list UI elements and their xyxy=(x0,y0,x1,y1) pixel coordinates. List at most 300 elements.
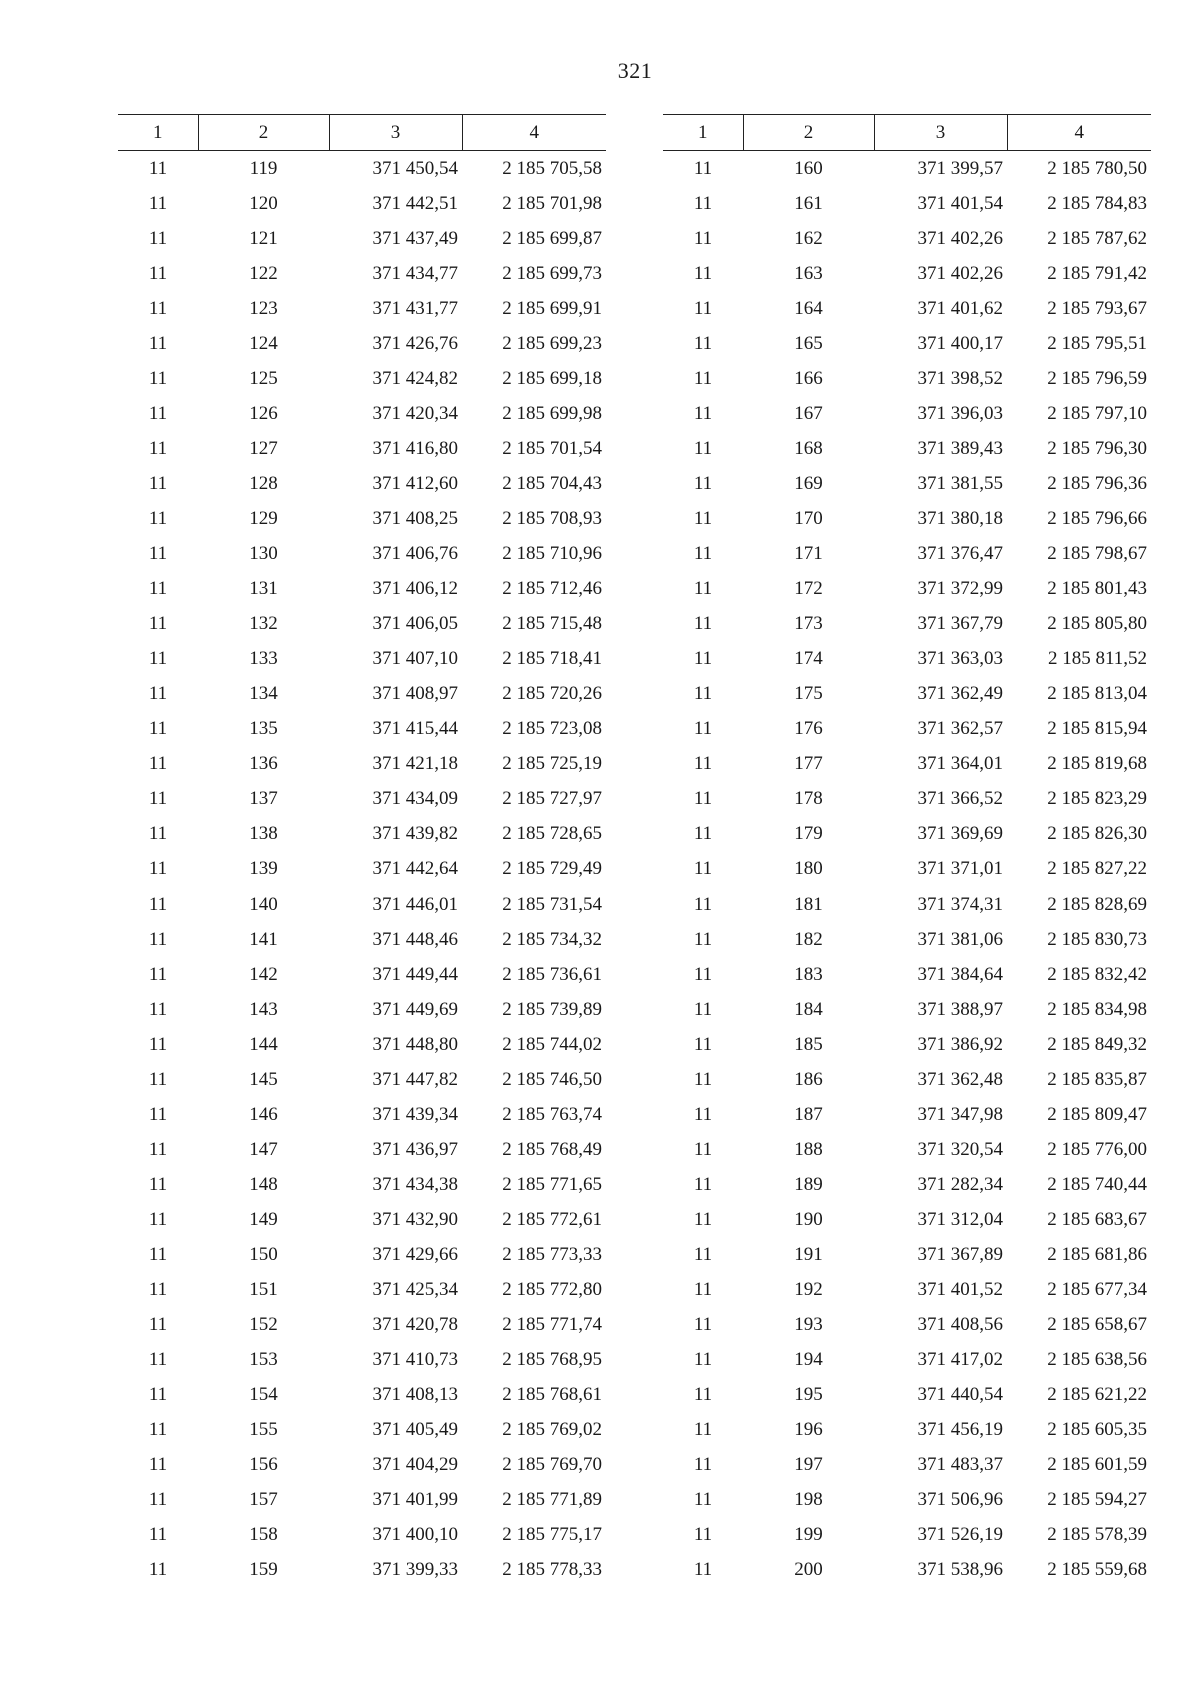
table-cell: 156 xyxy=(249,1454,278,1476)
table-cell: 196 xyxy=(794,1419,823,1441)
table-row xyxy=(118,1097,606,1132)
column-header: 4 xyxy=(1007,115,1151,151)
table-cell: 11 xyxy=(148,578,168,600)
table-row xyxy=(663,1413,1151,1448)
table-cell: 2 185 699,23 xyxy=(502,332,602,354)
table-cell: 11 xyxy=(148,858,168,880)
table-cell: 11 xyxy=(693,1384,713,1406)
table-cell: 2 185 677,34 xyxy=(1047,1279,1147,1301)
table-cell: 152 xyxy=(249,1314,278,1336)
table-cell: 11 xyxy=(148,402,168,424)
table-cell: 124 xyxy=(249,332,278,354)
table-cell: 11 xyxy=(148,613,168,635)
table-row xyxy=(118,1132,606,1167)
table-cell: 159 xyxy=(249,1559,278,1581)
table-row xyxy=(663,1518,1151,1553)
table-row xyxy=(663,537,1151,572)
table-row xyxy=(663,852,1151,887)
table-cell: 2 185 784,83 xyxy=(1047,192,1147,214)
table-row xyxy=(663,1483,1151,1518)
table-cell: 2 185 832,42 xyxy=(1047,963,1147,985)
table-row xyxy=(663,1378,1151,1413)
table-cell: 11 xyxy=(693,157,713,179)
table-cell: 193 xyxy=(794,1314,823,1336)
table-cell: 154 xyxy=(249,1384,278,1406)
table-cell: 11 xyxy=(148,753,168,775)
table-cell: 2 185 701,98 xyxy=(502,192,602,214)
table-cell: 11 xyxy=(693,437,713,459)
table-row xyxy=(663,1132,1151,1167)
table-row xyxy=(118,186,606,221)
table-cell: 11 xyxy=(148,437,168,459)
table-cell: 173 xyxy=(794,613,823,635)
table-cell: 2 185 731,54 xyxy=(502,893,602,915)
column-header: 3 xyxy=(329,115,462,151)
table-cell: 11 xyxy=(693,718,713,740)
table-cell: 122 xyxy=(249,262,278,284)
table-cell: 143 xyxy=(249,998,278,1020)
table-cell: 371 439,82 xyxy=(372,823,458,845)
table-cell: 174 xyxy=(794,648,823,670)
table-cell: 371 456,19 xyxy=(917,1419,1003,1441)
table-row xyxy=(663,1448,1151,1483)
table-cell: 2 185 681,86 xyxy=(1047,1243,1147,1265)
table-row xyxy=(118,537,606,572)
table-cell: 11 xyxy=(693,613,713,635)
table-cell: 371 408,56 xyxy=(917,1314,1003,1336)
table-cell: 11 xyxy=(148,963,168,985)
table-cell: 371 396,03 xyxy=(917,402,1003,424)
table-row xyxy=(663,256,1151,291)
table-cell: 2 185 819,68 xyxy=(1047,753,1147,775)
table-cell: 129 xyxy=(249,507,278,529)
table-cell: 11 xyxy=(693,1138,713,1160)
table-cell: 2 185 725,19 xyxy=(502,753,602,775)
table-cell: 371 431,77 xyxy=(372,297,458,319)
table-cell: 11 xyxy=(148,507,168,529)
table-cell: 2 185 771,65 xyxy=(502,1173,602,1195)
table-cell: 371 408,13 xyxy=(372,1384,458,1406)
table-cell: 2 185 658,67 xyxy=(1047,1314,1147,1336)
table-cell: 11 xyxy=(148,648,168,670)
table-cell: 2 185 815,94 xyxy=(1047,718,1147,740)
table-cell: 371 408,97 xyxy=(372,683,458,705)
table-cell: 11 xyxy=(693,332,713,354)
table-cell: 2 185 801,43 xyxy=(1047,578,1147,600)
table-cell: 199 xyxy=(794,1524,823,1546)
table-header-row xyxy=(118,115,606,151)
column-header: 1 xyxy=(118,115,198,151)
table-cell: 131 xyxy=(249,578,278,600)
table-cell: 2 185 780,50 xyxy=(1047,157,1147,179)
table-cell: 11 xyxy=(148,1314,168,1336)
table-row xyxy=(663,501,1151,536)
table-cell: 2 185 734,32 xyxy=(502,928,602,950)
table-cell: 371 380,18 xyxy=(917,507,1003,529)
table-cell: 140 xyxy=(249,893,278,915)
table-cell: 153 xyxy=(249,1349,278,1371)
table-cell: 371 399,57 xyxy=(917,157,1003,179)
table-cell: 2 185 773,33 xyxy=(502,1243,602,1265)
table-cell: 371 364,01 xyxy=(917,753,1003,775)
table-cell: 163 xyxy=(794,262,823,284)
table-cell: 371 448,80 xyxy=(372,1033,458,1055)
table-row xyxy=(118,1167,606,1202)
table-row xyxy=(663,642,1151,677)
table-row xyxy=(663,922,1151,957)
table-cell: 371 439,34 xyxy=(372,1103,458,1125)
table-row xyxy=(118,1027,606,1062)
table-row xyxy=(118,747,606,782)
table-cell: 11 xyxy=(148,1138,168,1160)
table-cell: 11 xyxy=(693,227,713,249)
table-cell: 176 xyxy=(794,718,823,740)
table-row xyxy=(663,782,1151,817)
table-cell: 2 185 798,67 xyxy=(1047,543,1147,565)
table-cell: 2 185 621,22 xyxy=(1047,1384,1147,1406)
table-cell: 11 xyxy=(148,1173,168,1195)
table-row xyxy=(663,291,1151,326)
table-cell: 11 xyxy=(693,1243,713,1265)
table-cell: 371 384,64 xyxy=(917,963,1003,985)
table-cell: 128 xyxy=(249,472,278,494)
table-row xyxy=(118,151,606,187)
table-cell: 11 xyxy=(148,262,168,284)
table-cell: 371 398,52 xyxy=(917,367,1003,389)
table-row xyxy=(663,1237,1151,1272)
table-cell: 11 xyxy=(693,893,713,915)
table-row xyxy=(663,887,1151,922)
table-cell: 2 185 826,30 xyxy=(1047,823,1147,845)
table-cell: 188 xyxy=(794,1138,823,1160)
table-cell: 371 376,47 xyxy=(917,543,1003,565)
table-cell: 11 xyxy=(148,192,168,214)
table-cell: 195 xyxy=(794,1384,823,1406)
table-cell: 371 407,10 xyxy=(372,648,458,670)
table-cell: 371 402,26 xyxy=(917,262,1003,284)
table-cell: 11 xyxy=(693,963,713,985)
table-cell: 11 xyxy=(148,472,168,494)
table-cell: 371 425,34 xyxy=(372,1279,458,1301)
table-row xyxy=(118,1308,606,1343)
table-cell: 2 185 701,54 xyxy=(502,437,602,459)
table-cell: 2 185 768,61 xyxy=(502,1384,602,1406)
table-cell: 123 xyxy=(249,297,278,319)
table-cell: 2 185 699,73 xyxy=(502,262,602,284)
table-cell: 2 185 720,26 xyxy=(502,683,602,705)
table-cell: 2 185 739,89 xyxy=(502,998,602,1020)
table-cell: 120 xyxy=(249,192,278,214)
table-cell: 151 xyxy=(249,1279,278,1301)
table-cell: 11 xyxy=(148,1103,168,1125)
table-cell: 2 185 683,67 xyxy=(1047,1208,1147,1230)
table-cell: 371 424,82 xyxy=(372,367,458,389)
table-cell: 2 185 704,43 xyxy=(502,472,602,494)
table-body xyxy=(663,151,1151,1588)
table-cell: 142 xyxy=(249,963,278,985)
table-cell: 371 367,79 xyxy=(917,613,1003,635)
table-cell: 371 442,64 xyxy=(372,858,458,880)
table-cell: 371 388,97 xyxy=(917,998,1003,1020)
table-cell: 11 xyxy=(693,543,713,565)
table-cell: 11 xyxy=(693,297,713,319)
table-cell: 198 xyxy=(794,1489,823,1511)
table-cell: 2 185 813,04 xyxy=(1047,683,1147,705)
table-cell: 371 381,55 xyxy=(917,472,1003,494)
table-row xyxy=(118,607,606,642)
table-cell: 11 xyxy=(693,858,713,880)
table-cell: 371 366,52 xyxy=(917,788,1003,810)
table-cell: 11 xyxy=(693,1208,713,1230)
table-row xyxy=(663,712,1151,747)
table-cell: 2 185 729,49 xyxy=(502,858,602,880)
table-cell: 11 xyxy=(148,1243,168,1265)
table-cell: 145 xyxy=(249,1068,278,1090)
table-cell: 11 xyxy=(693,998,713,1020)
table-cell: 11 xyxy=(693,1489,713,1511)
table-cell: 2 185 769,02 xyxy=(502,1419,602,1441)
table-cell: 371 401,62 xyxy=(917,297,1003,319)
table-row xyxy=(663,957,1151,992)
table-cell: 155 xyxy=(249,1419,278,1441)
table-row xyxy=(118,431,606,466)
table-cell: 2 185 805,80 xyxy=(1047,613,1147,635)
table-cell: 200 xyxy=(794,1559,823,1581)
table-cell: 175 xyxy=(794,683,823,705)
table-cell: 197 xyxy=(794,1454,823,1476)
table-cell: 2 185 828,69 xyxy=(1047,893,1147,915)
table-cell: 141 xyxy=(249,928,278,950)
table-cell: 2 185 727,97 xyxy=(502,788,602,810)
table-cell: 371 402,26 xyxy=(917,227,1003,249)
table-cell: 2 185 601,59 xyxy=(1047,1454,1147,1476)
table-cell: 166 xyxy=(794,367,823,389)
table-cell: 135 xyxy=(249,718,278,740)
table-cell: 11 xyxy=(693,1103,713,1125)
table-row xyxy=(118,291,606,326)
table-cell: 11 xyxy=(693,788,713,810)
table-cell: 11 xyxy=(693,578,713,600)
table-cell: 11 xyxy=(693,1279,713,1301)
table-row xyxy=(118,466,606,501)
table-cell: 2 185 849,32 xyxy=(1047,1033,1147,1055)
table-cell: 177 xyxy=(794,753,823,775)
table-cell: 158 xyxy=(249,1524,278,1546)
table-cell: 11 xyxy=(693,823,713,845)
table-cell: 371 434,38 xyxy=(372,1173,458,1195)
table-cell: 371 421,18 xyxy=(372,753,458,775)
table-cell: 2 185 736,61 xyxy=(502,963,602,985)
table-cell: 2 185 827,22 xyxy=(1047,858,1147,880)
table-cell: 2 185 605,35 xyxy=(1047,1419,1147,1441)
table-cell: 371 406,12 xyxy=(372,578,458,600)
table-row xyxy=(663,186,1151,221)
table-cell: 371 449,44 xyxy=(372,963,458,985)
table-cell: 187 xyxy=(794,1103,823,1125)
table-cell: 2 185 768,95 xyxy=(502,1349,602,1371)
table-cell: 371 420,34 xyxy=(372,402,458,424)
table-cell: 371 372,99 xyxy=(917,578,1003,600)
table-body xyxy=(118,151,606,1588)
column-header: 2 xyxy=(198,115,329,151)
table-cell: 182 xyxy=(794,928,823,950)
table-cell: 2 185 775,17 xyxy=(502,1524,602,1546)
table-cell: 371 420,78 xyxy=(372,1314,458,1336)
table-cell: 11 xyxy=(693,648,713,670)
table-cell: 371 404,29 xyxy=(372,1454,458,1476)
table-cell: 11 xyxy=(693,1173,713,1195)
table-row xyxy=(118,922,606,957)
table-row xyxy=(663,992,1151,1027)
table-cell: 371 401,54 xyxy=(917,192,1003,214)
table-row xyxy=(663,1097,1151,1132)
table-row xyxy=(663,572,1151,607)
table-row xyxy=(118,1413,606,1448)
table-cell: 371 436,97 xyxy=(372,1138,458,1160)
table-cell: 190 xyxy=(794,1208,823,1230)
table-cell: 11 xyxy=(693,1314,713,1336)
table-cell: 144 xyxy=(249,1033,278,1055)
table-cell: 371 401,52 xyxy=(917,1279,1003,1301)
table-cell: 189 xyxy=(794,1173,823,1195)
table-cell: 371 538,96 xyxy=(917,1559,1003,1581)
table-cell: 185 xyxy=(794,1033,823,1055)
table-cell: 11 xyxy=(148,297,168,319)
table-cell: 11 xyxy=(148,1454,168,1476)
table-cell: 371 437,49 xyxy=(372,227,458,249)
table-cell: 2 185 791,42 xyxy=(1047,262,1147,284)
table-cell: 2 185 769,70 xyxy=(502,1454,602,1476)
table-cell: 11 xyxy=(148,157,168,179)
table-row xyxy=(118,501,606,536)
table-header-row xyxy=(663,115,1151,151)
table-cell: 148 xyxy=(249,1173,278,1195)
table-cell: 11 xyxy=(148,998,168,1020)
table-cell: 371 362,48 xyxy=(917,1068,1003,1090)
table-cell: 149 xyxy=(249,1208,278,1230)
table-cell: 184 xyxy=(794,998,823,1020)
table-row xyxy=(663,431,1151,466)
table-row xyxy=(663,1027,1151,1062)
table-cell: 164 xyxy=(794,297,823,319)
coordinates-table-left xyxy=(118,114,606,1588)
table-cell: 371 405,49 xyxy=(372,1419,458,1441)
table-cell: 371 363,03 xyxy=(917,648,1003,670)
table-cell: 11 xyxy=(693,1033,713,1055)
table-row xyxy=(118,1553,606,1588)
table-cell: 371 442,51 xyxy=(372,192,458,214)
table-row xyxy=(118,1237,606,1272)
table-cell: 371 434,77 xyxy=(372,262,458,284)
table-cell: 371 415,44 xyxy=(372,718,458,740)
table-cell: 186 xyxy=(794,1068,823,1090)
table-cell: 11 xyxy=(693,367,713,389)
table-cell: 371 400,17 xyxy=(917,332,1003,354)
table-cell: 134 xyxy=(249,683,278,705)
table-cell: 2 185 823,29 xyxy=(1047,788,1147,810)
table-cell: 11 xyxy=(693,683,713,705)
table-cell: 179 xyxy=(794,823,823,845)
table-row xyxy=(663,1273,1151,1308)
column-header: 1 xyxy=(663,115,743,151)
table-cell: 2 185 710,96 xyxy=(502,543,602,565)
table-cell: 11 xyxy=(148,718,168,740)
column-header: 2 xyxy=(743,115,874,151)
table-row xyxy=(118,572,606,607)
table-row xyxy=(118,1062,606,1097)
table-row xyxy=(118,957,606,992)
table-cell: 2 185 708,93 xyxy=(502,507,602,529)
table-cell: 2 185 778,33 xyxy=(502,1559,602,1581)
table-row xyxy=(118,817,606,852)
table-cell: 371 483,37 xyxy=(917,1454,1003,1476)
table-cell: 2 185 699,18 xyxy=(502,367,602,389)
table-cell: 2 185 834,98 xyxy=(1047,998,1147,1020)
table-cell: 371 408,25 xyxy=(372,507,458,529)
table-cell: 11 xyxy=(148,367,168,389)
table-cell: 11 xyxy=(148,1349,168,1371)
table-cell: 11 xyxy=(148,1419,168,1441)
table-cell: 371 320,54 xyxy=(917,1138,1003,1160)
table-row xyxy=(118,256,606,291)
table-cell: 371 401,99 xyxy=(372,1489,458,1511)
table-cell: 2 185 830,73 xyxy=(1047,928,1147,950)
table-cell: 11 xyxy=(148,683,168,705)
table-cell: 181 xyxy=(794,893,823,915)
table-row xyxy=(118,712,606,747)
table-cell: 2 185 795,51 xyxy=(1047,332,1147,354)
table-cell: 371 450,54 xyxy=(372,157,458,179)
table-cell: 121 xyxy=(249,227,278,249)
table-cell: 11 xyxy=(148,1033,168,1055)
table-cell: 171 xyxy=(794,543,823,565)
table-cell: 11 xyxy=(148,332,168,354)
table-row xyxy=(118,1378,606,1413)
table-cell: 2 185 776,00 xyxy=(1047,1138,1147,1160)
table-cell: 371 449,69 xyxy=(372,998,458,1020)
table-cell: 371 410,73 xyxy=(372,1349,458,1371)
table-cell: 2 185 763,74 xyxy=(502,1103,602,1125)
table-cell: 11 xyxy=(148,928,168,950)
table-cell: 371 440,54 xyxy=(917,1384,1003,1406)
table-cell: 139 xyxy=(249,858,278,880)
table-cell: 371 429,66 xyxy=(372,1243,458,1265)
table-cell: 11 xyxy=(693,1454,713,1476)
table-cell: 170 xyxy=(794,507,823,529)
table-cell: 138 xyxy=(249,823,278,845)
table-cell: 2 185 772,61 xyxy=(502,1208,602,1230)
table-row xyxy=(118,852,606,887)
table-cell: 11 xyxy=(148,1489,168,1511)
table-row xyxy=(118,887,606,922)
table-row xyxy=(663,677,1151,712)
table-row xyxy=(663,1308,1151,1343)
table-cell: 2 185 797,10 xyxy=(1047,402,1147,424)
table-row xyxy=(663,396,1151,431)
table-cell: 371 399,33 xyxy=(372,1559,458,1581)
table-cell: 11 xyxy=(148,543,168,565)
table-cell: 191 xyxy=(794,1243,823,1265)
table-cell: 11 xyxy=(693,192,713,214)
table-cell: 194 xyxy=(794,1349,823,1371)
table-cell: 133 xyxy=(249,648,278,670)
table-row xyxy=(118,221,606,256)
table-cell: 11 xyxy=(148,1384,168,1406)
table-cell: 371 369,69 xyxy=(917,823,1003,845)
table-row xyxy=(118,677,606,712)
table-row xyxy=(118,1343,606,1378)
table-cell: 11 xyxy=(148,1279,168,1301)
